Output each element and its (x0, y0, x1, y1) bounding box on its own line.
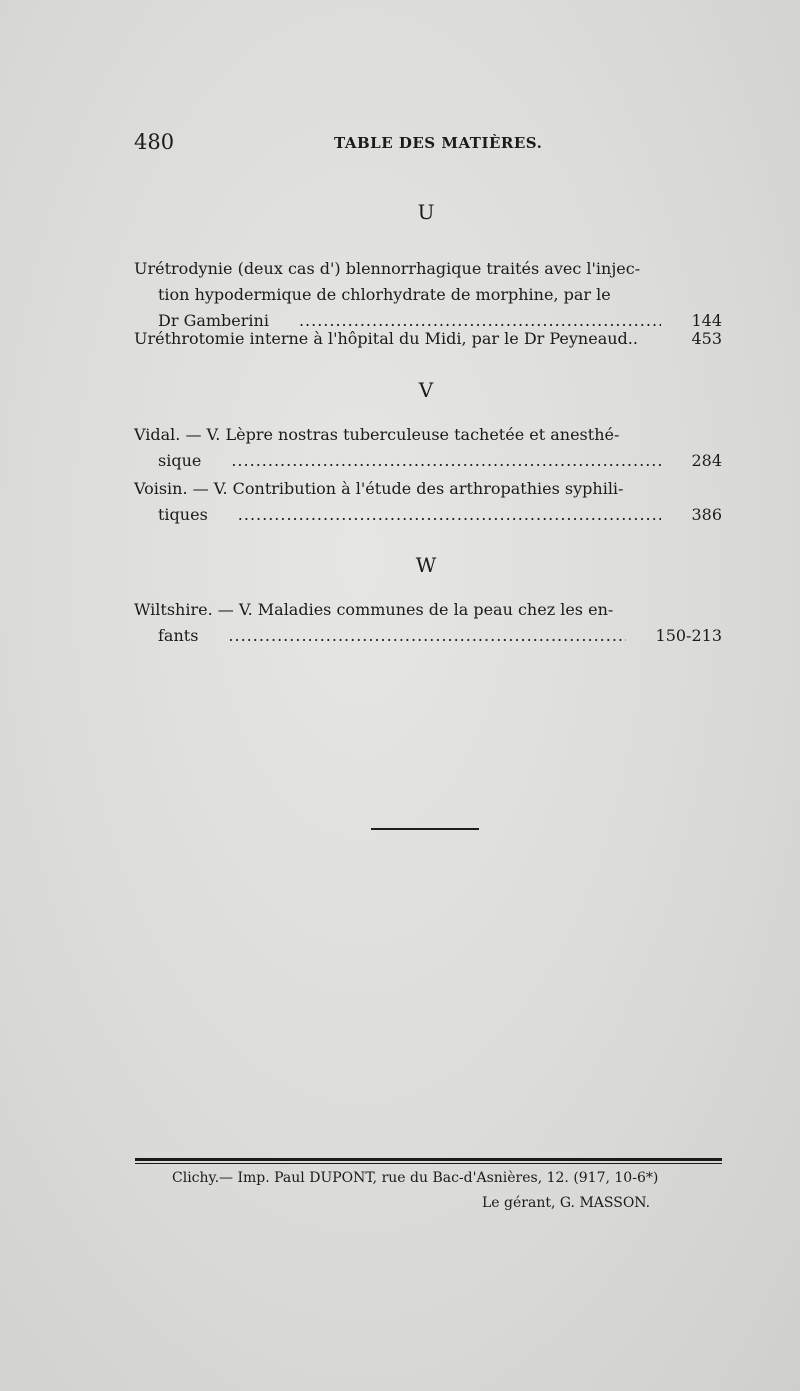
dot-leader (207, 448, 661, 474)
footer-rule (135, 1158, 722, 1161)
entry-text: Voisin. — V. Contribution à l'étude des arthropathies syphili- (134, 479, 624, 498)
entry-text: Dr Gamberini (158, 311, 269, 330)
entry-text: tiques (158, 505, 208, 524)
printer-imprint: Clichy.— Imp. Paul DUPONT, rue du Bac-d'Asnières, 12. (917, 10-6*) (172, 1170, 659, 1186)
entry-text: sique (158, 451, 202, 470)
entry-line (134, 597, 722, 623)
dot-leader (214, 502, 662, 528)
entry-page-number: 453 (691, 329, 722, 348)
entry-page-number: 150-213 (655, 626, 722, 645)
index-entry (134, 597, 722, 649)
index-entry (134, 476, 722, 528)
entry-text: Vidal. — V. Lèpre nostras tuberculeuse tachetée et anesthé- (134, 425, 620, 444)
entry-text: Urétrodynie (deux cas d') blennorrhagique traités avec l'injec- (134, 259, 641, 278)
entry-text: tion hypodermique de chlorhydrate de morphine, par le (158, 285, 611, 304)
entry-line (134, 476, 722, 502)
index-entry (134, 422, 722, 474)
entry-text: fants (158, 626, 199, 645)
entry-text: Uréthrotomie interne à l'hôpital du Midi, par le Dr Peyneaud.. (134, 329, 638, 348)
entry-line (134, 448, 722, 474)
entry-page-number: 386 (691, 505, 722, 524)
entry-line (134, 422, 722, 448)
dot-leader (204, 623, 625, 649)
section-letter-v: V (418, 378, 434, 402)
index-entry (134, 256, 722, 334)
entry-line (134, 282, 722, 308)
section-letter-w: W (415, 553, 437, 577)
page-number: 480 (134, 130, 175, 154)
footer-rule-thin (135, 1163, 722, 1164)
section-letter-u: U (417, 200, 435, 224)
section-divider (371, 828, 479, 830)
index-entry (134, 326, 722, 352)
entry-line (134, 326, 722, 352)
entry-line (134, 256, 722, 282)
entry-page-number: 144 (691, 311, 722, 330)
entry-line (134, 502, 722, 528)
entry-text: Wiltshire. — V. Maladies communes de la peau chez les en- (134, 600, 614, 619)
publisher-manager: Le gérant, G. MASSON. (482, 1195, 651, 1211)
entry-line (134, 623, 722, 649)
entry-page-number: 284 (691, 451, 722, 470)
running-title: TABLE DES MATIÈRES. (334, 134, 543, 152)
page-header (134, 130, 722, 160)
